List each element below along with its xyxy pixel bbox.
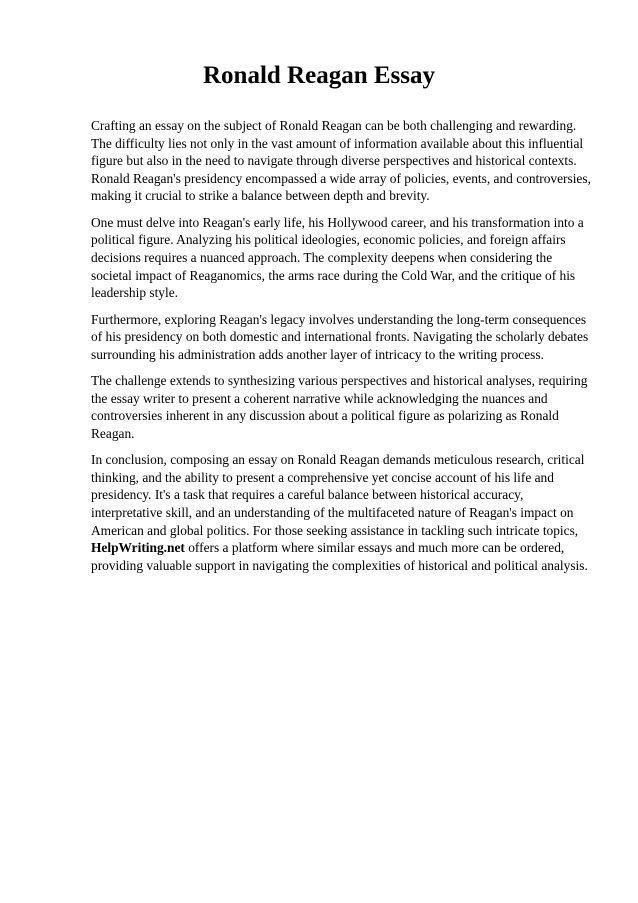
page-title: Ronald Reagan Essay [203, 62, 435, 89]
paragraph-2: One must delve into Reagan's early life, his Hollywood career, and his transformation into a political figure. Analyzing his political ideologies, economic policies, and foreign affairs decisions requires a nuanced approach. The complexity deepens when considering the societal impact of Reaganomics, the arms race during the Cold War, and the critique of his leadership style. [91, 214, 584, 301]
essay-body [91, 117, 596, 583]
brand-name: HelpWriting.net [91, 540, 185, 556]
paragraph-3: Furthermore, exploring Reagan's legacy involves understanding the long-term consequences of his presidency on both domestic and international fronts. Navigating the scholarly debates surrounding his administration adds another layer of intricacy to the writing process. [91, 311, 589, 362]
conclusion-text-end: offers a platform where similar essays and much more can be ordered, providing valuable support in navigating the complexities of historical and political analysis. [91, 540, 588, 573]
paragraph-4: The challenge extends to synthesizing various perspectives and historical analyses, requiring the essay writer to present a coherent narrative while acknowledging the nuances and controversies inherent in any discussion about a political figure as polarizing as Ronald Reagan. [91, 373, 588, 441]
paragraph-conclusion [91, 451, 596, 574]
paragraph-1: Crafting an essay on the subject of Ronald Reagan can be both challenging and rewarding. The difficulty lies not only in the vast amount of information available about this influential figure but also in the need to navigate through diverse perspectives and historical contexts. Ronald Reagan's presidency encompassed a wide array of policies, events, and controversies, making it crucial to strike a balance between depth and brevity. [91, 118, 591, 204]
conclusion-text-start: In conclusion, composing an essay on Ronald Reagan demands meticulous research, critical thinking, and the ability to present a comprehensive yet concise account of his life and presidency. It's a task that requires a careful balance between historical accuracy, interpretative skill, and an understanding of the multifaceted nature of Reagan's impact on American and global politics. For those seeking assistance in tackling such intricate topics, [91, 452, 585, 538]
